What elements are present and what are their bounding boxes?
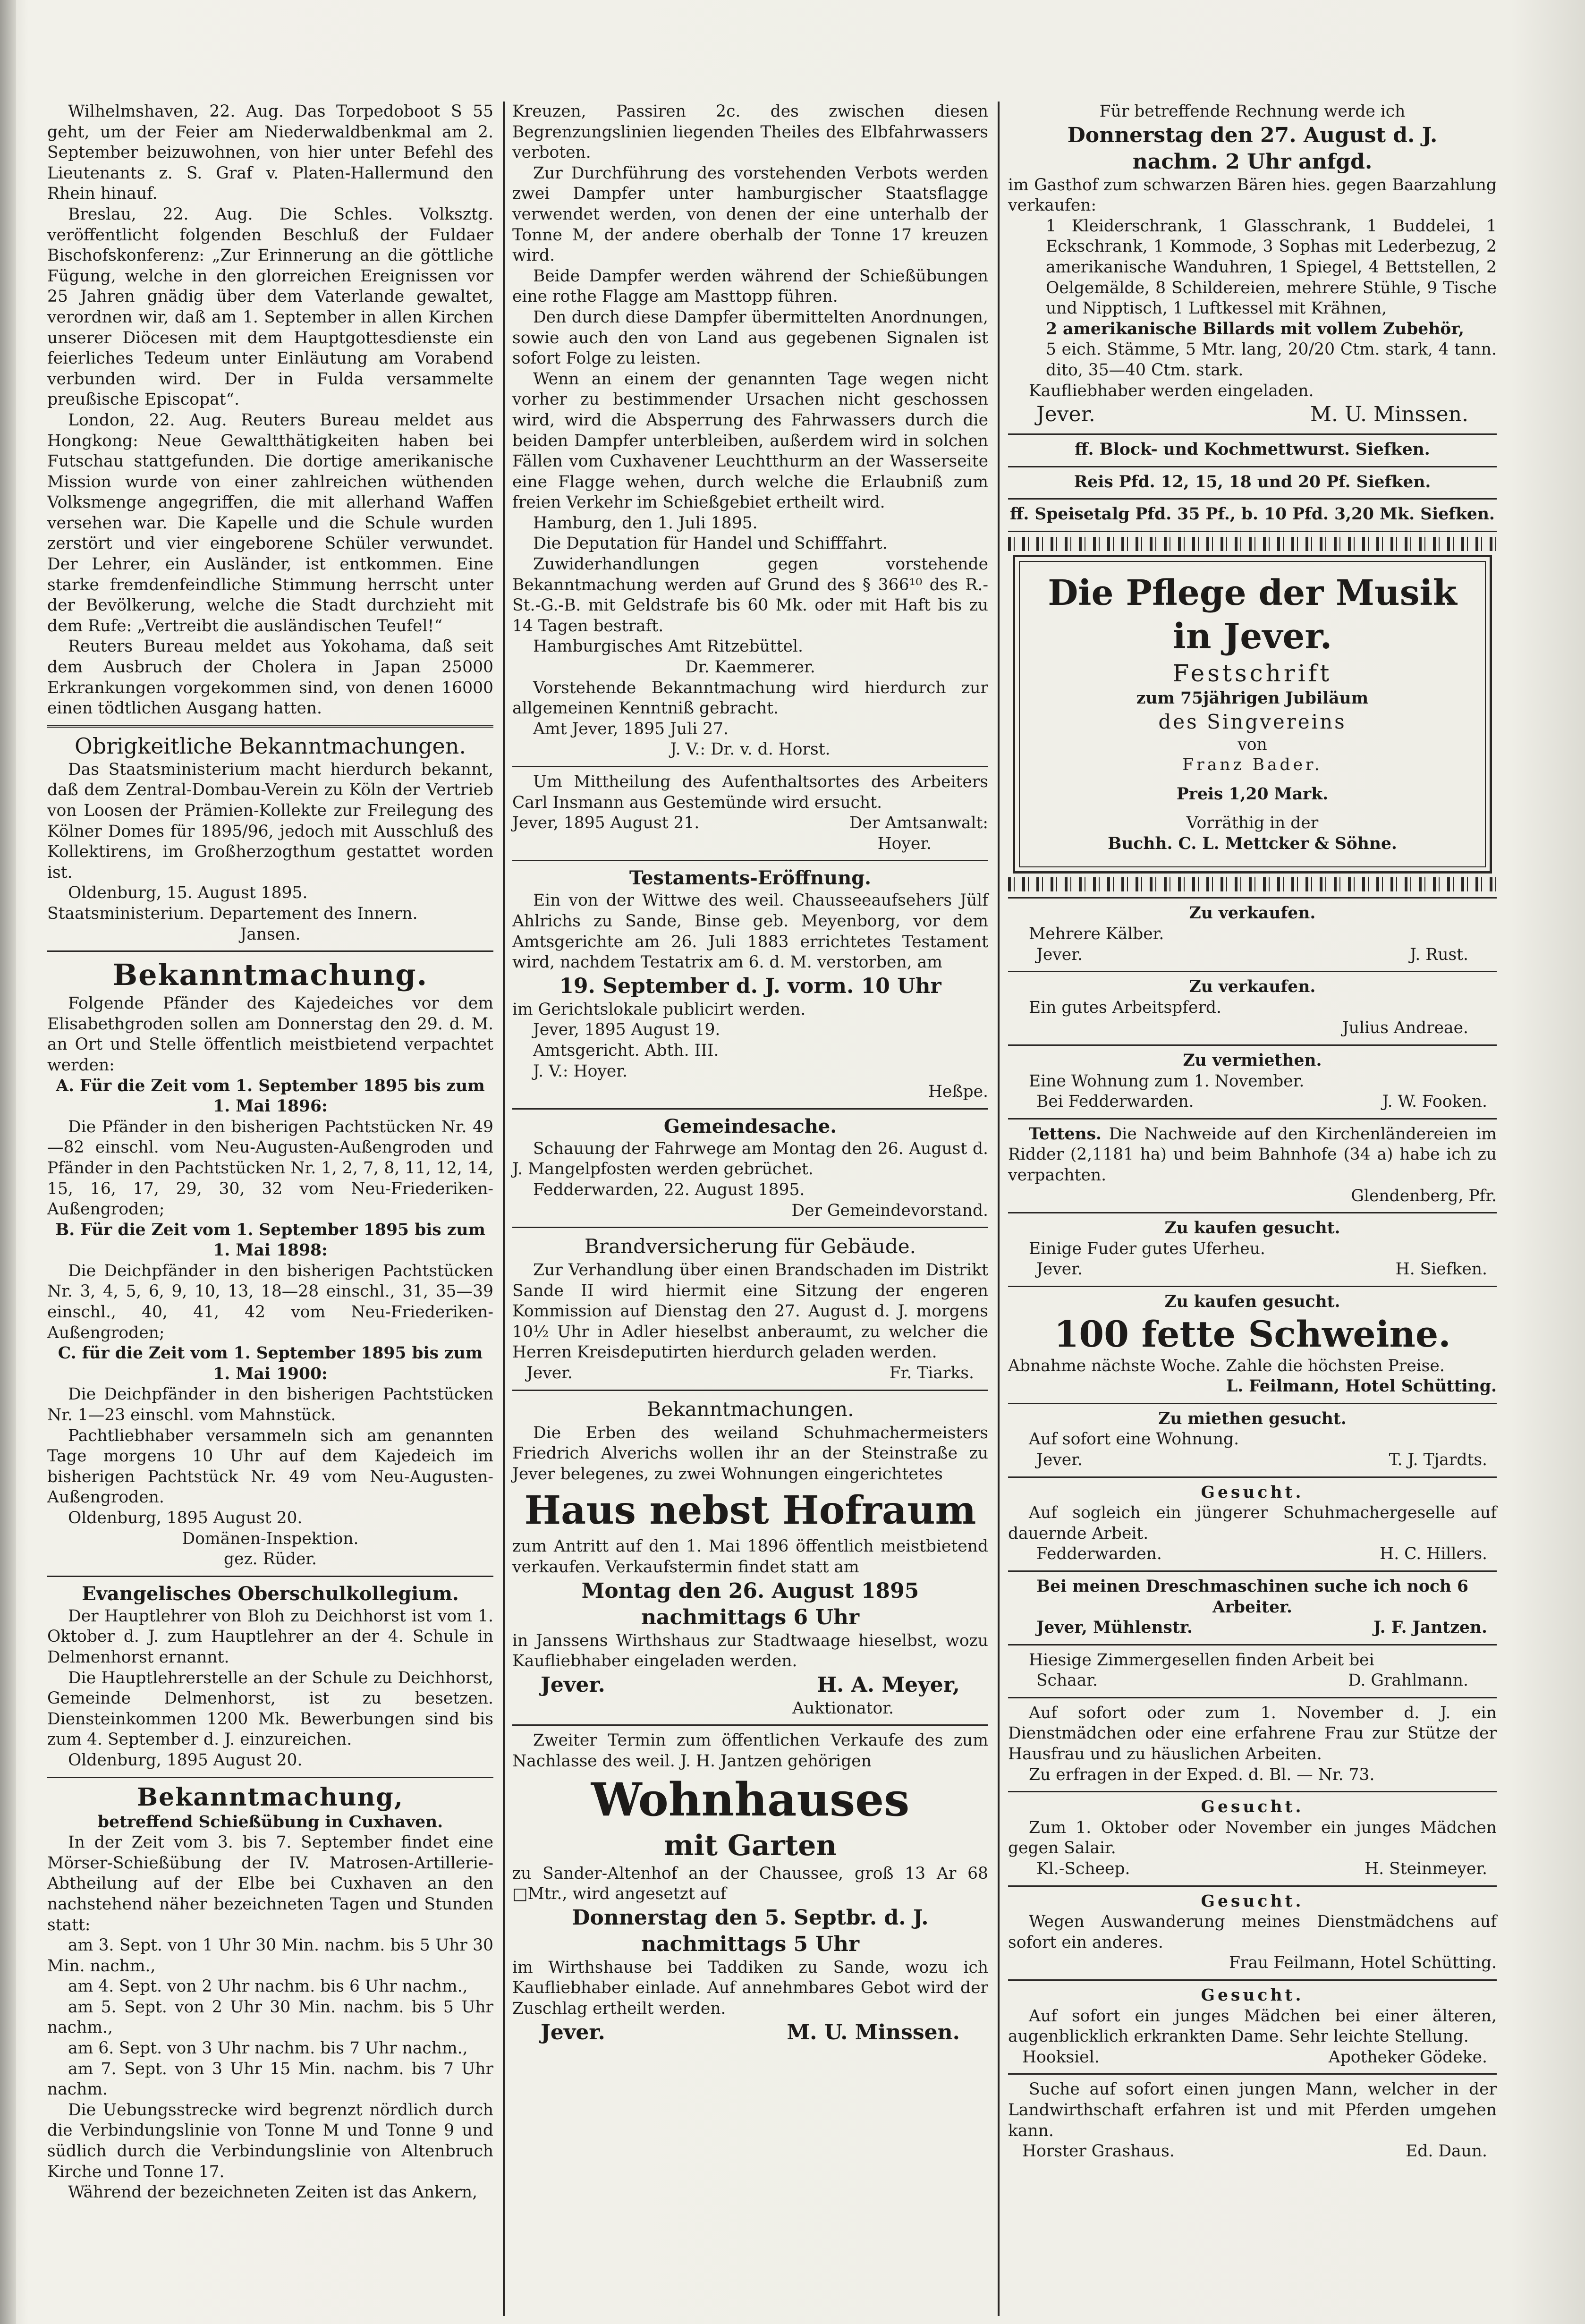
classified-k10 [1008,1650,1497,1691]
notice-text: Pachtliebhaber versammeln sich am genannten Tage morgens 10 Uhr auf dem Kajedeich im bisherigen Pachtstück Nr. 49 vom Neu-Augusten-Außengroden. [47,1426,493,1507]
classified-name: D. Grahlmann. [1348,1671,1468,1690]
news-yokohama: Reuters Bureau meldet aus Yokohama, daß seit dem Ausbruch der Cholera in Japan 25000 Erkrankungen vorgekommen sind, von denen 16000 einen tödtlichen Ausgang hatten. [47,637,493,718]
ornament-band [1008,537,1497,551]
column-2 [512,102,988,2046]
divider [1008,1286,1497,1287]
auction-items: 1 Kleiderschrank, 1 Glasschrank, 1 Buddelei, 1 Eckschrank, 1 Kommode, 3 Sophas mit Lederbezug, 2 amerikanische Wanduhren, 1 Spiegel, 4 Bettstellen, 2 Oelgemälde, 8 Schildereien, mehrere Stühle, 9 Tische und Nipptisch, 1 Luftkessel mit Krähnen, [1046,216,1497,318]
notice-signature: Amtsgericht. Abth. III. [533,1041,719,1060]
notice-signature: Staatsministerium. Departement des Innern. [47,904,418,923]
classified-k14 [1008,1985,1497,2068]
evang-oberschulkollegium [47,1582,493,1771]
classified-title: Gesucht. [1201,1891,1304,1911]
column-3 [1008,102,1497,2162]
notice-place-date: Amt Jever, 1895 Juli 27. [533,719,729,738]
classified-title: Zu verkaufen. [1189,977,1316,997]
notice-text: im Gerichtslokale publicirt werden. [512,1000,806,1019]
notice-place-date: Oldenburg, 1895 August 20. [68,1750,303,1770]
divider [1008,531,1497,532]
ad-headline: Haus nebst Hofraum [524,1488,976,1534]
divider [1008,1403,1497,1404]
notice-subheading: C. für die Zeit vom 1. September 1895 bis zum 1. Mai 1900: [58,1344,483,1383]
classified-k8 [1008,1483,1497,1565]
divider [1008,1212,1497,1213]
notice-date-highlight: Donnerstag den 5. Septbr. d. J. [572,1905,929,1930]
classified-k11 [1008,1703,1497,1785]
classified-name: Glendenberg, Pfr. [1351,1186,1497,1205]
auction-items-highlight: 2 amerikanische Billards mit vollem Zubehör, [1046,319,1464,339]
auction-items: 5 eich. Stämme, 5 Mtr. lang, 20/20 Ctm. stark, 4 tann. dito, 35—40 Ctm. stark. [1046,340,1497,380]
divider [47,1777,493,1778]
divider [1008,1476,1497,1478]
notice-text: Wenn an einem der genannten Tage wegen nicht vorher zu bestimmender Ursachen nicht geschossen wird, wird die Absperrung des Fahrwassers durch die beiden Dampfer unterbleiben, außerdem wird in solchen Fällen vom Cuxhavener Leuchtthurm an der Wasserseite eine Flagge wehen, durch welche die Erlaubniß zum freien Verkehr im Schießgebiet ertheilt wird. [512,369,988,512]
news-breslau: Breslau, 22. Aug. Die Schles. Volksztg. veröffentlicht folgenden Beschluß der Fuldaer Bischofskonferenz: „Zur Erinnerung an die göttliche Fügung, welche in den glorreichen Ereignissen vor 25 Jahren gnädig über dem Vaterlande gewaltet, verordnen wir, daß am 1. September in allen Kirchen unserer Diöcesen mit dem Hauptgottesdienste ein feierliches Tedeum unter Einläutung am Vorabend verbunden wird. Der in Fulda versammelte preußische Episcopat“. [47,204,493,409]
classified-k15 [1008,2079,1497,2162]
classified-text: Auf sofort eine Wohnung. [1029,1430,1239,1449]
ornament-band [1008,877,1497,891]
section-title: Bekanntmachung. [112,958,428,992]
notice-text: Beide Dampfer werden während der Schießübungen eine rothe Flagge am Masttopp führen. [512,266,988,306]
section-title: Evangelisches Oberschulkollegium. [82,1582,459,1605]
classified-text: Einige Fuder gutes Uferheu. [1029,1239,1265,1258]
classified-title: Gesucht. [1201,1798,1304,1817]
schedule-line: am 5. Sept. von 2 Uhr 30 Min. nachm. bis 5 Uhr nachm., [47,1997,493,2037]
classified-name: Julius Andreae. [1342,1018,1468,1038]
notice-text: Schauung der Fahrwege am Montag den 26. August d. J. Mangelpfosten werden gebrüchet. [512,1139,988,1179]
notice-place-date: Hamburg, den 1. Juli 1895. [533,513,758,533]
divider [1008,1644,1497,1645]
notice-place: Jever. [1036,402,1095,427]
notice-signature: Die Deputation für Handel und Schifffahrt. [533,534,888,553]
classified-place: Hooksiel. [1022,2047,1100,2067]
notice-text: Zweiter Termin zum öffentlichen Verkaufe des zum Nachlasse des weil. J. H. Jantzen gehörigen [512,1731,988,1771]
notice-signature-name: Jansen. [240,925,301,944]
news-wilhelmshaven: Wilhelmshaven, 22. Aug. Das Torpedoboot S 55 geht, um der Feier am Niederwaldbenkmal am 2. September beizuwohnen, von hier unter Befehl des Lieutenants z. S. Graf v. Platen-Hallermund den Rhein hinauf. [47,102,493,204]
gemeindesache [512,1114,988,1221]
notice-place: Jever. [541,1672,605,1697]
notice-text: Die Deichpfänder in den bisherigen Pachtstücken Nr. 3, 4, 5, 6, 9, 10, 13, 18—28 einschl., 31, 35—39 einschl., 40, 41, 42 vom Neu-Friederiken-Außengroden; [47,1261,493,1342]
divider [1008,433,1497,435]
notice-signature-name: gez. Rüder. [224,1550,317,1569]
notice-text: Die Uebungsstrecke wird begrenzt nördlich durch die Verbindungslinie von Tonne M und Tonne 9 und südlich durch die Verbindungslinie von Altenbruch Kirche und Tonne 17. [47,2100,493,2181]
notice-time-highlight: nachmittags 6 Uhr [641,1605,860,1629]
notice-text: Die Pfänder in den bisherigen Pachtstücken Nr. 49—82 einschl. vom Neu-Augusten-Außengroden und Pfänder in den Pachtstücken Nr. 1, 2, 7, 8, 11, 12, 14, 15, 16, 17, 29, 30, 32 vom Neu-Friederiken-Außengroden; [47,1117,493,1219]
notice-text: Um Mittheilung des Aufenthaltsortes des Arbeiters Carl Insmann aus Gestemünde wird ersucht. [512,772,988,812]
notice-place: Jever. [526,1364,573,1383]
notice-subheading: A. Für die Zeit vom 1. September 1895 bis zum 1. Mai 1896: [56,1076,485,1116]
notice-text: im Gasthof zum schwarzen Bären hies. gegen Baarzahlung verkaufen: [1008,175,1497,215]
notice-text: Die Deichpfänder in den bisherigen Pachtstücken Nr. 1—23 einschl. vom Mahnstück. [47,1385,493,1425]
ad-headline: 100 fette Schweine. [1054,1313,1451,1355]
notice-text: in Janssens Wirthshaus zur Stadtwaage hieselbst, wozu Kaufliebhaber eingeladen werden. [512,1631,988,1671]
ad-headline: in Jever. [1172,616,1332,657]
notice-signature-name: M. U. Minssen. [1310,402,1468,427]
section-title: Bekanntmachung, [137,1782,404,1812]
ad-line-siefken: Reis Pfd. 12, 15, 18 und 20 Pf. Siefken. [1074,472,1431,492]
classified-name: Frau Feilmann, Hotel Schütting. [1229,1953,1497,1973]
notice-footer [512,1363,988,1384]
classified-k5 [1008,1218,1497,1280]
notice-footer [512,813,988,834]
classified-name: H. Steinmeyer. [1365,1859,1487,1879]
classified-place: Kl.-Scheep. [1036,1859,1130,1879]
classified-k1 [1008,903,1497,965]
classified-text: Eine Wohnung zum 1. November. [1029,1071,1305,1091]
section-title: Bekanntmachungen. [646,1397,854,1421]
section-title: Obrigkeitliche Bekanntmachungen. [75,733,466,759]
notice-date-highlight: Donnerstag den 27. August d. J. [1067,123,1438,147]
classified-name: T. J. Tjardts. [1389,1450,1487,1469]
divider [1008,897,1497,899]
notice-text: Ein von der Wittwe des weil. Chausseeaufsehers Jülf Ahlrichs zu Sande, Binse geb. Meyenborg, vor dem Amtsgerichte am 26. Juli 1883 errichtetes Testament wird, nachdem Testatrix am 6. d. M. verstorben, am [512,891,988,972]
classified-text: Mehrere Kälber. [1029,925,1164,944]
schedule-line: am 7. Sept. von 3 Uhr 15 Min. nachm. bis 7 Uhr nachm. [47,2059,493,2099]
classified-place: Jever, Mühlenstr. [1036,1618,1193,1637]
notice-text: Folgende Pfänder des Kajedeiches vor dem Elisabethgroden sollen am Donnerstag den 29. d. M. an Ort und Stelle öffentlich meistbietend verpachtet werden: [47,994,493,1075]
ad-text: Vorräthig in der [1186,814,1319,833]
notice-signature-name: M. U. Minssen. [787,2020,960,2044]
classified-text: Hiesige Zimmergesellen finden Arbeit bei [1029,1650,1374,1670]
divider [1008,1979,1497,1981]
classified-name: Apotheker Gödeke. [1328,2047,1487,2067]
notice-date-highlight: Montag den 26. August 1895 [581,1578,919,1603]
divider [1008,1118,1497,1120]
notice-place: Jever. [541,2020,605,2044]
notice-signature-name: Fr. Tiarks. [889,1364,974,1383]
notice-text: zu Sander-Altenhof an der Chaussee, groß 13 Ar 68 □Mtr., wird angesetzt auf [512,1864,988,1904]
bekanntmachungen-haus [512,1396,988,1719]
classified-k4 [1008,1124,1497,1206]
classified-place: Jever. [1036,1450,1083,1469]
classified-text: Auf sofort ein junges Mädchen bei einer älteren, augenblicklich erkrankten Dame. Sehr leichte Stellung. [1008,2006,1497,2046]
divider [47,950,493,952]
notice-place-date: Jever, 1895 August 19. [533,1020,720,1040]
ad-box-festschrift [1013,555,1492,874]
notice-signature: Der Amtsanwalt: [849,814,988,833]
notice-text: Während der bezeichneten Zeiten ist das Ankern, [68,2183,478,2202]
classified-text: Zu erfragen in der Exped. d. Bl. — Nr. 73. [1029,1765,1375,1784]
notice-subheading: B. Für die Zeit vom 1. September 1895 bis zum 1. Mai 1898: [55,1220,485,1260]
classified-text: Auf sofort oder zum 1. November d. J. ein Dienstmädchen oder eine erfahrene Frau zur Stütze der Hausfrau und zu häuslichen Arbeiten. [1008,1703,1497,1764]
notice-place-date: Fedderwarden, 22. August 1895. [533,1180,805,1199]
classified-place: Schaar. [1036,1671,1098,1690]
notice-time-highlight: nachm. 2 Uhr anfgd. [1132,149,1373,174]
notice-time-highlight: nachmittags 5 Uhr [641,1932,860,1956]
divider [1008,1885,1497,1887]
section-title: Brandversicherung für Gebäude. [585,1235,916,1258]
bekanntmachung-schiessuebung [47,1783,493,2203]
auction-furniture [1008,102,1497,428]
classified-text: Suche auf sofort einen jungen Mann, welcher in der Landwirthschaft erfahren ist und mit Pferden umgehen kann. [1008,2080,1497,2140]
divider [1008,1697,1497,1698]
classified-name: Ed. Daun. [1406,2142,1487,2161]
ad-text: von [1237,735,1267,754]
notice-date-highlight: 19. September d. J. vorm. 10 Uhr [559,974,941,998]
divider [512,1227,988,1228]
divider [1008,1570,1497,1572]
classified-name: H. Siefken. [1395,1260,1487,1279]
notice-text: Den durch diese Dampfer übermittelten Anordnungen, sowie auch den von Land aus gegebenen Signalen ist sofort Folge zu leisten. [512,307,988,368]
notice-signature-role: Auktionator. [792,1698,894,1718]
notice-place-date: Oldenburg, 15. August 1895. [68,883,308,903]
notice-text: Vorstehende Bekanntmachung wird hierdurch zur allgemeinen Kenntniß gebracht. [512,678,988,718]
classified-place: Fedderwarden. [1036,1544,1162,1564]
notice-footer [1008,401,1497,428]
schedule-line: am 3. Sept. von 1 Uhr 30 Min. nachm. bis 5 Uhr 30 Min. nachm., [47,1936,493,1976]
notice-signature-name: Heßpe. [928,1082,988,1102]
notice-signature-name: J. V.: Dr. v. d. Horst. [670,740,831,759]
notice-place-date: Jever, 1895 August 21. [512,814,700,833]
ad-line-siefken: ff. Block- und Kochmettwurst. Siefken. [1075,440,1430,459]
news-london: London, 22. Aug. Reuters Bureau meldet aus Hongkong: Neue Gewaltthätigkeiten haben bei Futschau stattgefunden. Die dortige amerikanische Mission wurde von einer zahlreichen wüthenden Volksmenge angegriffen, die mit allerhand Waffen versehen war. Die Kapelle und die Schule wurden zerstört und vier eingeborene Schüler verwundet. Der Lehrer, ein Ausländer, ist entkommen. Eine starke fremdenfeindliche Stimmung herrscht unter der Bevölkerung, welche die Stadt durchzieht mit dem Rufe: „Vertreibt die ausländischen Teufel!“ [47,410,493,636]
classified-k3 [1008,1051,1497,1112]
page-binding-edge [0,0,16,2324]
classified-text: Abnahme nächste Woche. Zahle die höchsten Preise. [1008,1356,1445,1375]
notice-signature: J. V.: Hoyer. [533,1061,627,1081]
classified-place: Bei Fedderwarden. [1036,1092,1194,1111]
classified-k6 [1008,1292,1497,1397]
notice-text: Der Hauptlehrer von Bloh zu Deichhorst ist vom 1. Oktober d. J. zum Hauptlehrer an der 4. Schule in Delmenhorst ernannt. [47,1606,493,1667]
notice-footer [512,1672,988,1698]
ad-subheadline: mit Garten [663,1829,837,1862]
testaments-eroeffnung [512,866,988,1102]
classified-text: Zum 1. Oktober oder November ein junges Mädchen gegen Salair. [1008,1818,1497,1858]
classified-title: Zu kaufen gesucht. [1164,1292,1340,1311]
ad-author: Franz Bader. [1182,755,1322,775]
classified-k9 [1008,1577,1497,1638]
notice-text: Die Hauptlehrerstelle an der Schule zu Deichhorst, Gemeinde Delmenhorst, ist zu besetzen. Diensteinkommen 1200 Mk. Bewerbungen sind bis zum 4. September d. J. einzureichen. [47,1668,493,1749]
wohnhaus-verkauf [512,1730,988,2045]
divider [47,1576,493,1577]
notice-text: Kreuzen, Passiren 2c. des zwischen diesen Begrenzungslinien liegenden Theiles des Elbfahrwassers verboten. [512,102,988,162]
notice-signature: Der Gemeindevorstand. [791,1201,988,1220]
divider [512,1724,988,1726]
bekanntmachung-kajedeich [47,957,493,1570]
notice-text: Die Erben des weiland Schuhmachermeisters Friedrich Alverichs wollen ihr an der Steinstraße zu Jever belegenes, zu zwei Wohnungen eingerichtetes [512,1423,988,1484]
notice-text: In der Zeit vom 3. bis 7. September findet eine Mörser-Schießübung der IV. Matrosen-Artillerie-Abtheilung auf der Elbe bei Cuxhaven an den nachstehend näher bezeichneten Tagen und Stunden statt: [47,1833,493,1934]
classified-text: Wegen Auswanderung meines Dienstmädchens auf sofort ein anderes. [1008,1912,1497,1952]
divider [1008,498,1497,500]
classified-text: Auf sogleich ein jüngerer Schuhmachergeselle auf dauernde Arbeit. [1008,1503,1497,1543]
notice-signature-name: H. A. Meyer, [817,1672,960,1697]
classified-title: Tettens. [1029,1124,1102,1144]
notice-subheading: betreffend Schießübung in Cuxhaven. [97,1812,443,1832]
divider [512,766,988,767]
divider [1008,1791,1497,1792]
classified-title: Gesucht. [1201,1986,1304,2005]
section-title: Testaments-Eröffnung. [629,867,872,890]
divider [1008,466,1497,467]
column-rule-1 [503,102,505,2316]
classified-title: Zu miethen gesucht. [1158,1409,1347,1428]
notice-text: Zur Durchführung des vorstehenden Verbots werden zwei Dampfer unter hamburgischer Staatsflagge verwendet werden, von denen der eine unterhalb der Tonne M, der andere oberhalb der Tonne 17 kreuzen wird. [512,163,988,265]
ad-subheadline: Festschrift [1172,659,1332,687]
classified-name: J. F. Jantzen. [1373,1618,1487,1637]
schedule-line: am 4. Sept. von 2 Uhr nachm. bis 6 Uhr nachm., [68,1977,468,1996]
notice-text: im Wirthshause bei Taddiken zu Sande, wozu ich Kaufliebhaber einlade. Auf annehmbares Gebot wird der Zuschlag ertheilt werden. [512,1958,988,2018]
notice-signature: Domänen-Inspektion. [182,1529,359,1548]
notice-signature: Hamburgisches Amt Ritzebüttel. [533,637,803,656]
notice-place-date: Oldenburg, 1895 August 20. [68,1509,303,1527]
notice-text: Kaufliebhaber werden eingeladen. [1029,381,1314,400]
notice-signature-name: Dr. Kaemmerer. [685,658,815,677]
classified-k13 [1008,1891,1497,1974]
classified-title: Bei meinen Dreschmaschinen suche ich noch 6 Arbeiter. [1036,1577,1469,1617]
classified-k12 [1008,1797,1497,1879]
divider [512,860,988,861]
notice-text: Zur Verhandlung über einen Brandschaden im Distrikt Sande II wird hiermit eine Sitzung der engeren Kommission auf Dienstag den 27. August d. J. morgens 10½ Uhr in Adler hieselbst anberaumt, zu welcher die Herren Kreisdeputirten hierdurch geladen werden. [512,1261,988,1362]
classified-place: Jever. [1036,945,1083,964]
classified-k2 [1008,977,1497,1039]
classified-name: L. Feilmann, Hotel Schütting. [1226,1377,1497,1396]
classified-name: J. W. Fooken. [1382,1092,1487,1111]
classified-text: Ein gutes Arbeitspferd. [1029,998,1221,1017]
classified-name: J. Rust. [1410,945,1468,964]
divider [1008,1044,1497,1046]
divider [1008,971,1497,972]
ad-headline: Die Pflege der Musik [1048,572,1457,613]
notice-text: Zuwiderhandlungen gegen vorstehende Bekanntmachung werden auf Grund des § 366¹⁰ des R.-St.-G.-B. mit Geldstrafe bis 60 Mk. oder mit Haft bis zu 14 Tagen bestraft. [512,555,988,636]
obrig-bekanntmachungen [47,732,493,945]
classified-place: Jever. [1036,1260,1083,1279]
classified-name: H. C. Hillers. [1380,1544,1487,1564]
schedule-line: am 6. Sept. von 3 Uhr nachm. bis 7 Uhr nachm., [68,2039,468,2058]
notice-text: zum Antritt auf den 1. Mai 1896 öffentlich meistbietend verkaufen. Verkaufstermin findet statt am [512,1537,988,1577]
ad-bookshop: Buchh. C. L. Mettcker & Söhne. [1108,834,1397,853]
divider [512,1108,988,1110]
divider [47,725,493,728]
notice-footer [512,2019,988,2046]
classified-title: Zu vermiethen. [1183,1051,1322,1070]
ad-price: Preis 1,20 Mark. [1176,784,1329,804]
ad-text: zum 75jährigen Jubiläum [1136,688,1369,708]
section-title: Gemeindesache. [663,1115,837,1137]
ad-line-siefken: ff. Speisetalg Pfd. 35 Pf., b. 10 Pfd. 3,20 Mk. Siefken. [1010,505,1495,524]
divider [512,1390,988,1391]
classified-k7 [1008,1409,1497,1471]
column-rule-2 [998,102,1000,2316]
divider [1008,2073,1497,2075]
ad-text: des Singvereins [1158,710,1347,733]
brandversicherung [512,1233,988,1384]
notice-signature-name: Hoyer. [877,834,932,853]
classified-title: Gesucht. [1201,1483,1304,1502]
classified-text: Die Nachweide auf den Kirchenländereien im Ridder (2,1181 ha) und beim Bahnhofe (34 a) habe ich zu verpachten. [1008,1124,1497,1185]
classified-place: Horster Grashaus. [1022,2142,1175,2161]
notice-text: Für betreffende Rechnung werde ich [1099,102,1406,121]
classified-title: Zu verkaufen. [1189,904,1316,923]
classified-title: Zu kaufen gesucht. [1164,1219,1340,1238]
ad-headline: Wohnhauses [591,1773,910,1826]
column-1 [47,102,493,2203]
notice-text: Das Staatsministerium macht hierdurch bekannt, daß dem Zentral-Dombau-Verein zu Köln der Vertrieb von Loosen der Prämien-Kollekte zur Freilegung des Kölner Domes für 1895/96, jedoch mit Ausschluß des Kollektirens, im Großherzogthum gestattet worden ist. [47,760,493,882]
